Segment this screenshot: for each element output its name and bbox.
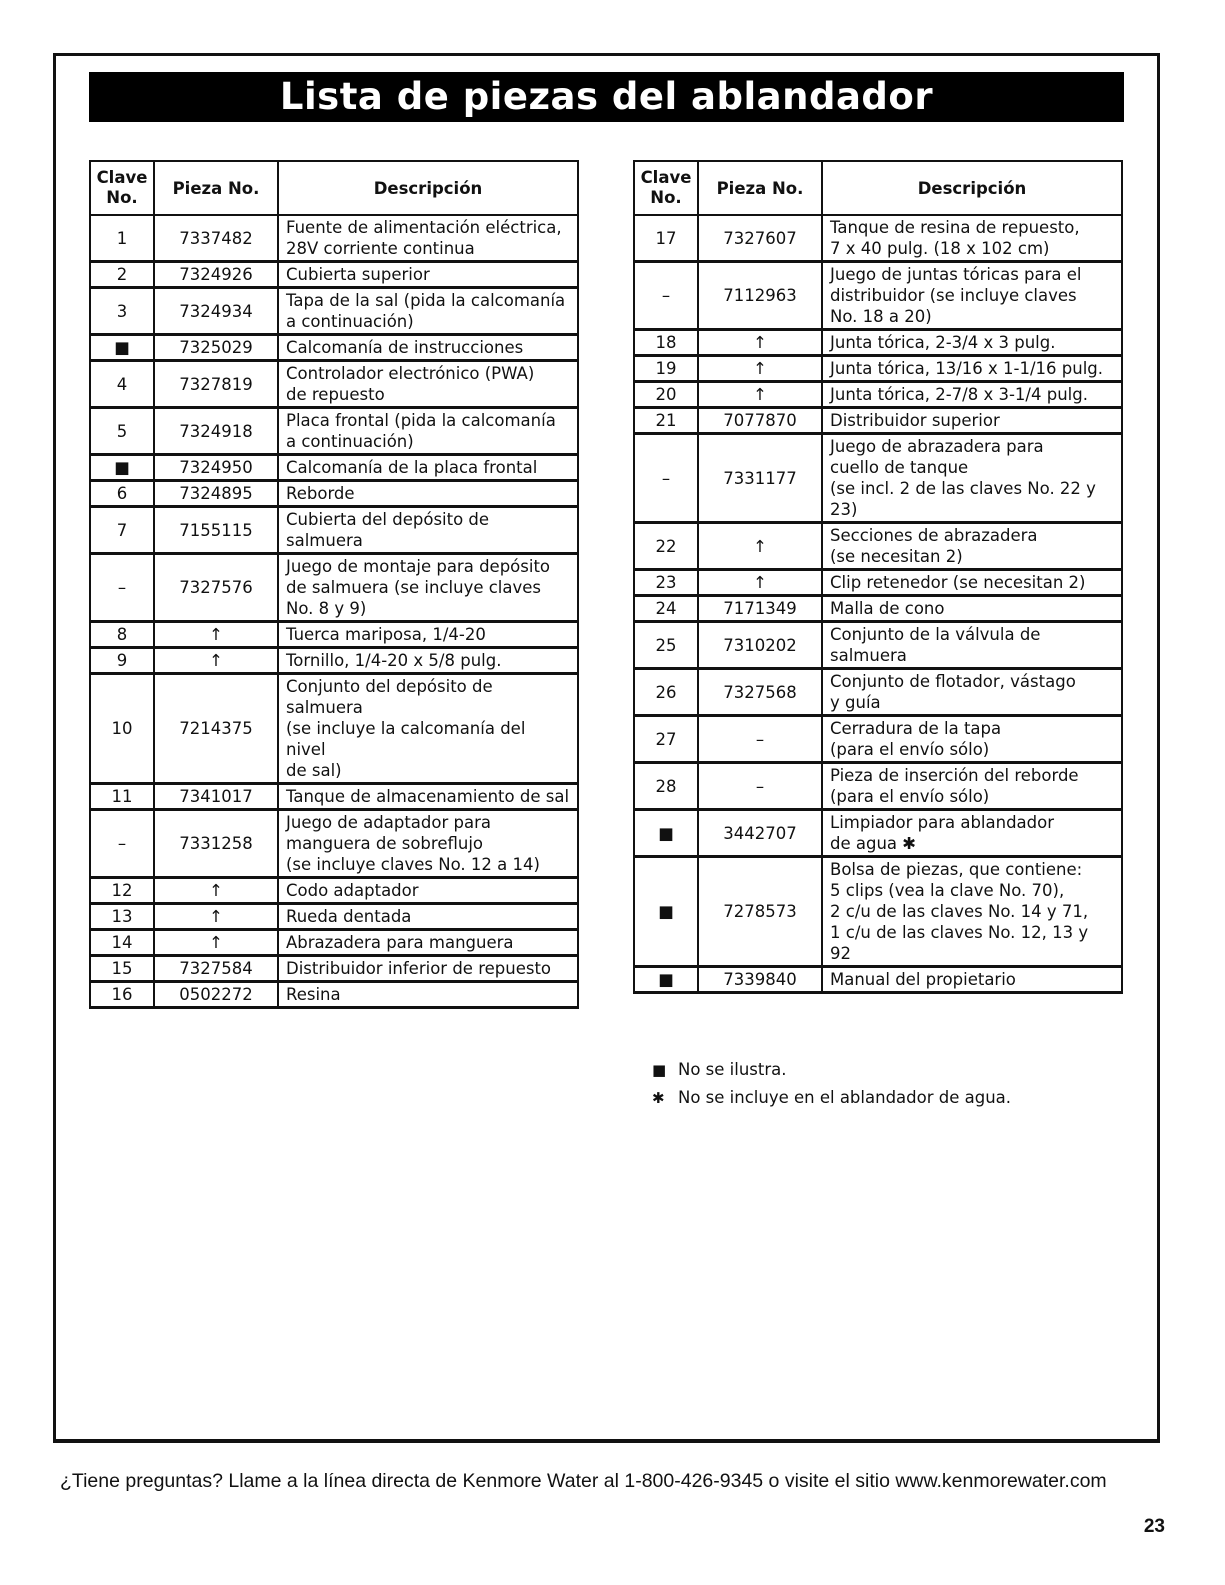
pieza-cell: ↑ [154,930,278,956]
pieza-cell: 7325029 [154,335,278,361]
pieza-cell: 7331177 [698,434,822,523]
table-row [90,455,578,481]
clave-cell: 28 [634,763,698,810]
header-clave: Clave No. [90,161,154,215]
description-cell: Calcomanía de la placa frontal [278,455,578,481]
table-row [90,930,578,956]
description-cell: Codo adaptador [278,878,578,904]
pieza-cell: 7278573 [698,857,822,967]
description-cell: Malla de cono [822,596,1122,622]
description-cell: Placa frontal (pida la calcomanía a continuación) [278,408,578,455]
pieza-cell: 7324895 [154,481,278,507]
clave-cell: 25 [634,622,698,669]
pieza-cell: 7327819 [154,361,278,408]
clave-cell: 12 [90,878,154,904]
clave-cell: 9 [90,648,154,674]
clave-cell: 26 [634,669,698,716]
clave-cell: 7 [90,507,154,554]
pieza-cell: 7077870 [698,408,822,434]
clave-cell: 16 [90,982,154,1008]
table-row [90,784,578,810]
page-number: 23 [1143,1516,1165,1537]
clave-cell: 13 [90,904,154,930]
table-row [90,215,578,262]
header-descripcion: Descripción [278,161,578,215]
pieza-cell: 0502272 [154,982,278,1008]
clave-cell: 19 [634,356,698,382]
pieza-cell: – [698,763,822,810]
table-row [90,335,578,361]
description-cell: Reborde [278,481,578,507]
description-cell: Tornillo, 1/4-20 x 5/8 pulg. [278,648,578,674]
table-row [90,262,578,288]
header-descripcion: Descripción [822,161,1122,215]
pieza-cell: ↑ [154,622,278,648]
pieza-cell: 3442707 [698,810,822,857]
pieza-cell: ↑ [698,382,822,408]
description-cell: Tanque de almacenamiento de sal [278,784,578,810]
pieza-cell: 7112963 [698,262,822,330]
table-row [90,361,578,408]
pieza-cell: 7327568 [698,669,822,716]
description-cell: Junta tórica, 2-7/8 x 3-1/4 pulg. [822,382,1122,408]
table-row [90,982,578,1008]
table-row [634,622,1122,669]
table-row [90,507,578,554]
header-pieza: Pieza No. [154,161,278,215]
clave-cell: 24 [634,596,698,622]
table-row [634,382,1122,408]
clave-cell: 15 [90,956,154,982]
pieza-cell: ↑ [698,570,822,596]
table-row [634,215,1122,262]
clave-cell: ■ [634,967,698,993]
description-cell: Fuente de alimentación eléctrica, 28V corriente continua [278,215,578,262]
parts-table-right [633,160,1123,994]
description-cell: Conjunto de la válvula de salmuera [822,622,1122,669]
clave-cell: 1 [90,215,154,262]
clave-cell: – [90,554,154,622]
table-row [634,330,1122,356]
footer-contact: ¿Tiene preguntas? Llame a la línea directa de Kenmore Water al 1-800-426-9345 o visite el sitio www.kenmorewater.com [60,1470,1107,1492]
note-not-included: ✱ No se incluye en el ablandador de agua. [652,1084,1011,1112]
description-cell: Bolsa de piezas, que contiene: 5 clips (vea la clave No. 70), 2 c/u de las claves No. 14 y 71, 1 c/u de las claves No. 12, 13 y 92 [822,857,1122,967]
description-cell: Manual del propietario [822,967,1122,993]
clave-cell: ■ [634,810,698,857]
description-cell: Juego de montaje para depósito de salmuera (se incluye claves No. 8 y 9) [278,554,578,622]
table-row [634,810,1122,857]
description-cell: Tanque de resina de repuesto, 7 x 40 pulg. (18 x 102 cm) [822,215,1122,262]
pieza-cell: – [698,716,822,763]
asterisk-icon: ✱ [652,1089,665,1107]
description-cell: Pieza de inserción del reborde (para el envío sólo) [822,763,1122,810]
clave-cell: 10 [90,674,154,784]
description-cell: Tuerca mariposa, 1/4-20 [278,622,578,648]
description-cell: Calcomanía de instrucciones [278,335,578,361]
clave-cell: 14 [90,930,154,956]
clave-cell: 20 [634,382,698,408]
pieza-cell: 7155115 [154,507,278,554]
table-row [634,716,1122,763]
pieza-cell: 7324918 [154,408,278,455]
pieza-cell: ↑ [154,878,278,904]
description-cell: Controlador electrónico (PWA) de repuesto [278,361,578,408]
pieza-cell: 7324950 [154,455,278,481]
description-cell: Secciones de abrazadera (se necesitan 2) [822,523,1122,570]
pieza-cell: 7331258 [154,810,278,878]
description-cell: Rueda dentada [278,904,578,930]
description-cell: Juego de adaptador para manguera de sobreflujo (se incluye claves No. 12 a 14) [278,810,578,878]
table-row [90,622,578,648]
table-row [634,570,1122,596]
table-row [634,596,1122,622]
table-row [634,434,1122,523]
legend-notes [652,1056,1011,1112]
pieza-cell: 7310202 [698,622,822,669]
table-row [634,356,1122,382]
clave-cell: ■ [634,857,698,967]
clave-cell: 21 [634,408,698,434]
description-cell: Distribuidor inferior de repuesto [278,956,578,982]
pieza-cell: 7324934 [154,288,278,335]
clave-cell: 5 [90,408,154,455]
table-row [90,904,578,930]
note-not-illustrated: ■ No se ilustra. [652,1056,1011,1084]
clave-cell: 23 [634,570,698,596]
clave-cell: ■ [90,335,154,361]
square-icon: ■ [652,1061,667,1079]
pieza-cell: 7327607 [698,215,822,262]
description-cell: Cubierta del depósito de salmuera [278,507,578,554]
description-cell: Juego de juntas tóricas para el distribuidor (se incluye claves No. 18 a 20) [822,262,1122,330]
pieza-cell: 7341017 [154,784,278,810]
table-row [634,967,1122,993]
table-row [90,481,578,507]
description-cell: Conjunto de flotador, vástago y guía [822,669,1122,716]
clave-cell: – [634,262,698,330]
pieza-cell: ↑ [698,523,822,570]
clave-cell: 18 [634,330,698,356]
parts-table-left [89,160,579,1009]
description-cell: Tapa de la sal (pida la calcomanía a continuación) [278,288,578,335]
pieza-cell: 7324926 [154,262,278,288]
description-cell: Conjunto del depósito de salmuera (se incluye la calcomanía del nivel de sal) [278,674,578,784]
pieza-cell: 7327584 [154,956,278,982]
table-row [90,554,578,622]
pieza-cell: 7171349 [698,596,822,622]
description-cell: Limpiador para ablandador de agua ✱ [822,810,1122,857]
pieza-cell: 7214375 [154,674,278,784]
pieza-cell: ↑ [698,330,822,356]
table-row [634,763,1122,810]
page-title: Lista de piezas del ablandador [89,72,1124,122]
table-row [90,878,578,904]
description-cell: Abrazadera para manguera [278,930,578,956]
pieza-cell: 7339840 [698,967,822,993]
clave-cell: 27 [634,716,698,763]
table-row [90,674,578,784]
pieza-cell: ↑ [154,904,278,930]
table-row [634,262,1122,330]
clave-cell: 11 [90,784,154,810]
table-row [634,857,1122,967]
description-cell: Distribuidor superior [822,408,1122,434]
description-cell: Cerradura de la tapa (para el envío sólo) [822,716,1122,763]
table-row [90,810,578,878]
pieza-cell: ↑ [698,356,822,382]
table-row [634,408,1122,434]
clave-cell: 8 [90,622,154,648]
pieza-cell: 7327576 [154,554,278,622]
table-row [634,669,1122,716]
clave-cell: – [90,810,154,878]
header-clave: Clave No. [634,161,698,215]
clave-cell: 2 [90,262,154,288]
table-row [90,408,578,455]
table-row [90,648,578,674]
clave-cell: ■ [90,455,154,481]
description-cell: Cubierta superior [278,262,578,288]
description-cell: Juego de abrazadera para cuello de tanque (se incl. 2 de las claves No. 22 y 23) [822,434,1122,523]
table-row [90,956,578,982]
description-cell: Resina [278,982,578,1008]
clave-cell: – [634,434,698,523]
table-row [634,523,1122,570]
description-cell: Clip retenedor (se necesitan 2) [822,570,1122,596]
pieza-cell: ↑ [154,648,278,674]
clave-cell: 6 [90,481,154,507]
table-row [90,288,578,335]
clave-cell: 4 [90,361,154,408]
description-cell: Junta tórica, 2-3/4 x 3 pulg. [822,330,1122,356]
header-pieza: Pieza No. [698,161,822,215]
clave-cell: 3 [90,288,154,335]
description-cell: Junta tórica, 13/16 x 1-1/16 pulg. [822,356,1122,382]
clave-cell: 22 [634,523,698,570]
clave-cell: 17 [634,215,698,262]
pieza-cell: 7337482 [154,215,278,262]
